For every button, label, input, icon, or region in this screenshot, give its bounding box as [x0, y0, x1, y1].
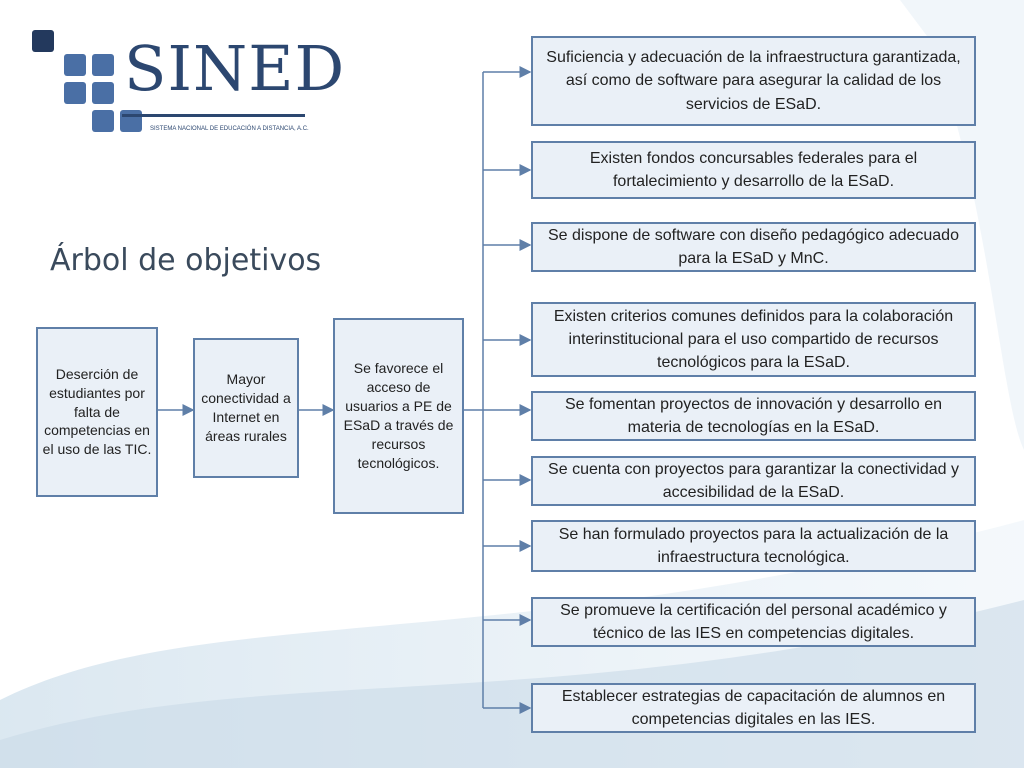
- node-acceso-usuarios: Se favorece el acceso de usuarios a PE de ESaD a través de recursos tecnológicos.: [333, 318, 464, 514]
- objective-fondos: Existen fondos concursables federales para el fortalecimiento y desarrollo de la ESaD.: [531, 141, 976, 199]
- objective-criterios: Existen criterios comunes definidos para la colaboración interinstitucional para el uso compartido de recursos tecnológicos para la ESaD.: [531, 302, 976, 377]
- objective-certificacion: Se promueve la certificación del personal académico y técnico de las IES en competencias digitales.: [531, 597, 976, 647]
- logo-subtitle: SISTEMA NACIONAL DE EDUCACIÓN A DISTANCIA, A.C.: [150, 126, 309, 132]
- node-desercion: Deserción de estudiantes por falta de competencias en el uso de las TIC.: [36, 327, 158, 497]
- objective-conectividad: Se cuenta con proyectos para garantizar la conectividad y accesibilidad de la ESaD.: [531, 456, 976, 506]
- objective-infraestructura: Suficiencia y adecuación de la infraestructura garantizada, así como de software para asegurar la calidad de los servicios de ESaD.: [531, 36, 976, 126]
- objective-software: Se dispone de software con diseño pedagógico adecuado para la ESaD y MnC.: [531, 222, 976, 272]
- logo-wordmark: SINED: [124, 32, 346, 105]
- objective-innovacion: Se fomentan proyectos de innovación y desarrollo en materia de tecnologías en la ESaD.: [531, 391, 976, 441]
- slide-title: Árbol de objetivos: [50, 243, 322, 278]
- sined-logo: [30, 28, 346, 143]
- objective-capacitacion: Establecer estrategias de capacitación de alumnos en competencias digitales en las IES.: [531, 683, 976, 733]
- objective-actualizacion: Se han formulado proyectos para la actualización de la infraestructura tecnológica.: [531, 520, 976, 572]
- node-mayor-conectividad: Mayor conectividad a Internet en áreas rurales: [193, 338, 299, 478]
